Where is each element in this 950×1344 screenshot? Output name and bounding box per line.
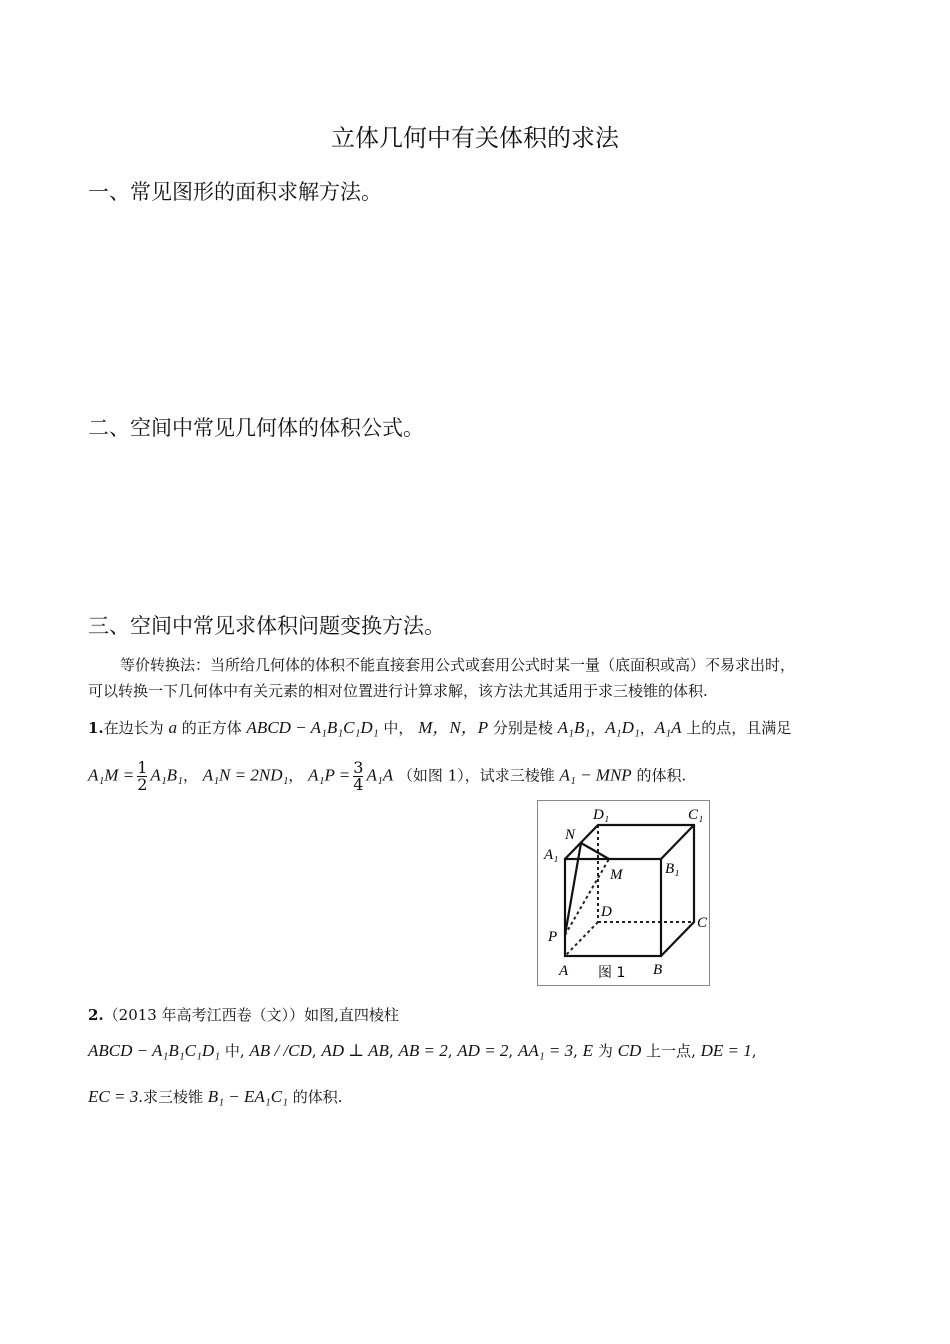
edge-d-a xyxy=(565,922,598,956)
cube-diagram xyxy=(538,801,709,985)
section-heading-2: 二、空间中常见几何体的体积公式。 xyxy=(88,416,424,440)
p1-pyramid: A₁ − MNP xyxy=(559,765,632,785)
page-title: 立体几何中有关体积的求法 xyxy=(331,124,619,152)
problem-2-number: 2. xyxy=(88,1006,104,1024)
segment-n-m xyxy=(581,843,609,859)
p1-cond-3-left: A₁P = xyxy=(308,765,351,785)
figure-caption: 图 1 xyxy=(598,965,626,981)
problem-2-line-1: ABCD − A₁B₁C₁D₁ 中, AB / /CD, AD ⊥ AB, AB = 2, AD = 2, AA₁ = 3, E 为 CD 上一点, DE = 1, xyxy=(88,1041,757,1060)
label-M: M xyxy=(610,867,623,883)
p2-wei: 为 xyxy=(597,1042,613,1060)
intro-line-1: 等价转换法：当所给几何体的体积不能直接套用公式或套用公式时某一量（底面积或高）不易求出时， xyxy=(120,656,796,674)
p2-shang: 上一点 xyxy=(646,1042,692,1060)
label-N: N xyxy=(565,827,576,843)
p2-cond-6: DE = 1 xyxy=(700,1041,752,1060)
p1-text-6: （如图 1），试求三棱锥 xyxy=(397,766,555,785)
p1-points: M，N，P xyxy=(418,718,489,737)
p1-cube: ABCD − A₁B₁C₁D₁ xyxy=(246,718,379,737)
label-D1: D₁ xyxy=(593,807,610,823)
p1-cond-3-right: A₁A xyxy=(366,765,394,785)
problem-1-line-2: A₁M = $\frac{1}{2}$ A₁B₁， A₁N = 2ND₁， A₁P = $\frac{3}{4}$ A₁A （如图 1），试求三棱锥 A₁ − MNP 的体积. xyxy=(88,758,687,794)
p2-pyramid: B₁ − EA₁C₁ xyxy=(207,1087,288,1106)
label-A: A xyxy=(559,963,569,979)
p2-question-1: .求三棱锥 xyxy=(138,1088,203,1106)
p1-edge-1: A₁B₁ xyxy=(557,718,591,737)
label-C: C xyxy=(697,915,708,931)
problem-1-number: 1. xyxy=(88,719,104,737)
section-heading-3: 三、空间中常见求体积问题变换方法。 xyxy=(88,614,445,638)
p2-header-text: （2013 年高考江西卷（文））如图,直四棱柱 xyxy=(103,1006,399,1024)
edge-b1-c1 xyxy=(661,825,694,859)
p1-var-a: a xyxy=(168,718,177,737)
p1-text-2: 的正方体 xyxy=(181,719,242,737)
p1-text-4: 分别是棱 xyxy=(492,719,553,737)
label-P: P xyxy=(548,929,558,945)
p2-zh: 中 xyxy=(224,1042,240,1060)
label-A1: A₁ xyxy=(544,847,559,863)
p2-seg-cd: CD xyxy=(617,1041,642,1060)
p2-cond-3: AB = 2 xyxy=(398,1041,448,1060)
label-D: D xyxy=(601,904,612,920)
p2-cond-1: AB / /CD xyxy=(249,1041,312,1060)
p2-point-e: E xyxy=(582,1041,594,1060)
p1-text-5: 上的点，且满足 xyxy=(686,719,792,737)
p1-edge-2: A₁D₁ xyxy=(605,718,640,737)
p1-text-7: 的体积. xyxy=(636,766,687,785)
section-heading-1: 一、常见图形的面积求解方法。 xyxy=(88,180,382,204)
problem-2-header xyxy=(88,1004,399,1025)
p1-text-1: 在边长为 xyxy=(103,719,164,737)
p2-cond-5: AA₁ = 3 xyxy=(517,1041,574,1060)
figure-1-cube xyxy=(537,800,710,986)
label-C1: C₁ xyxy=(688,807,704,823)
p1-frac-three-quarters: $\frac{3}{4}$ xyxy=(353,758,364,794)
p2-cond-4: AD = 2 xyxy=(457,1041,509,1060)
p1-cond-2: A₁N = 2ND₁ xyxy=(202,765,289,785)
label-B1: B₁ xyxy=(665,861,680,877)
p1-cond-1-right: A₁B₁ xyxy=(150,765,183,785)
p2-cond-7: EC = 3 xyxy=(88,1087,139,1106)
p1-cond-1-left: A₁M = xyxy=(88,765,135,785)
problem-1-line-1: 1.在边长为 a 的正方体 ABCD − A₁B₁C₁D₁ 中， M，N，P 分别是棱 A₁B₁，A₁D₁，A₁A 上的点，且满足 xyxy=(88,718,792,737)
p2-cond-2: AD ⊥ AB xyxy=(321,1041,389,1060)
p1-frac-half: $\frac{1}{2}$ xyxy=(137,758,148,794)
p2-question-2: 的体积. xyxy=(292,1088,343,1106)
p1-edge-3: A₁A xyxy=(654,718,682,737)
p2-prism: ABCD − A₁B₁C₁D₁ xyxy=(88,1041,221,1060)
intro-line-2: 可以转换一下几何体中有关元素的相对位置进行计算求解，该方法尤其适用于求三棱锥的体积. xyxy=(88,682,708,700)
p1-text-3: 中， xyxy=(383,719,414,737)
problem-2-line-2 xyxy=(88,1086,343,1107)
label-B: B xyxy=(653,962,663,978)
